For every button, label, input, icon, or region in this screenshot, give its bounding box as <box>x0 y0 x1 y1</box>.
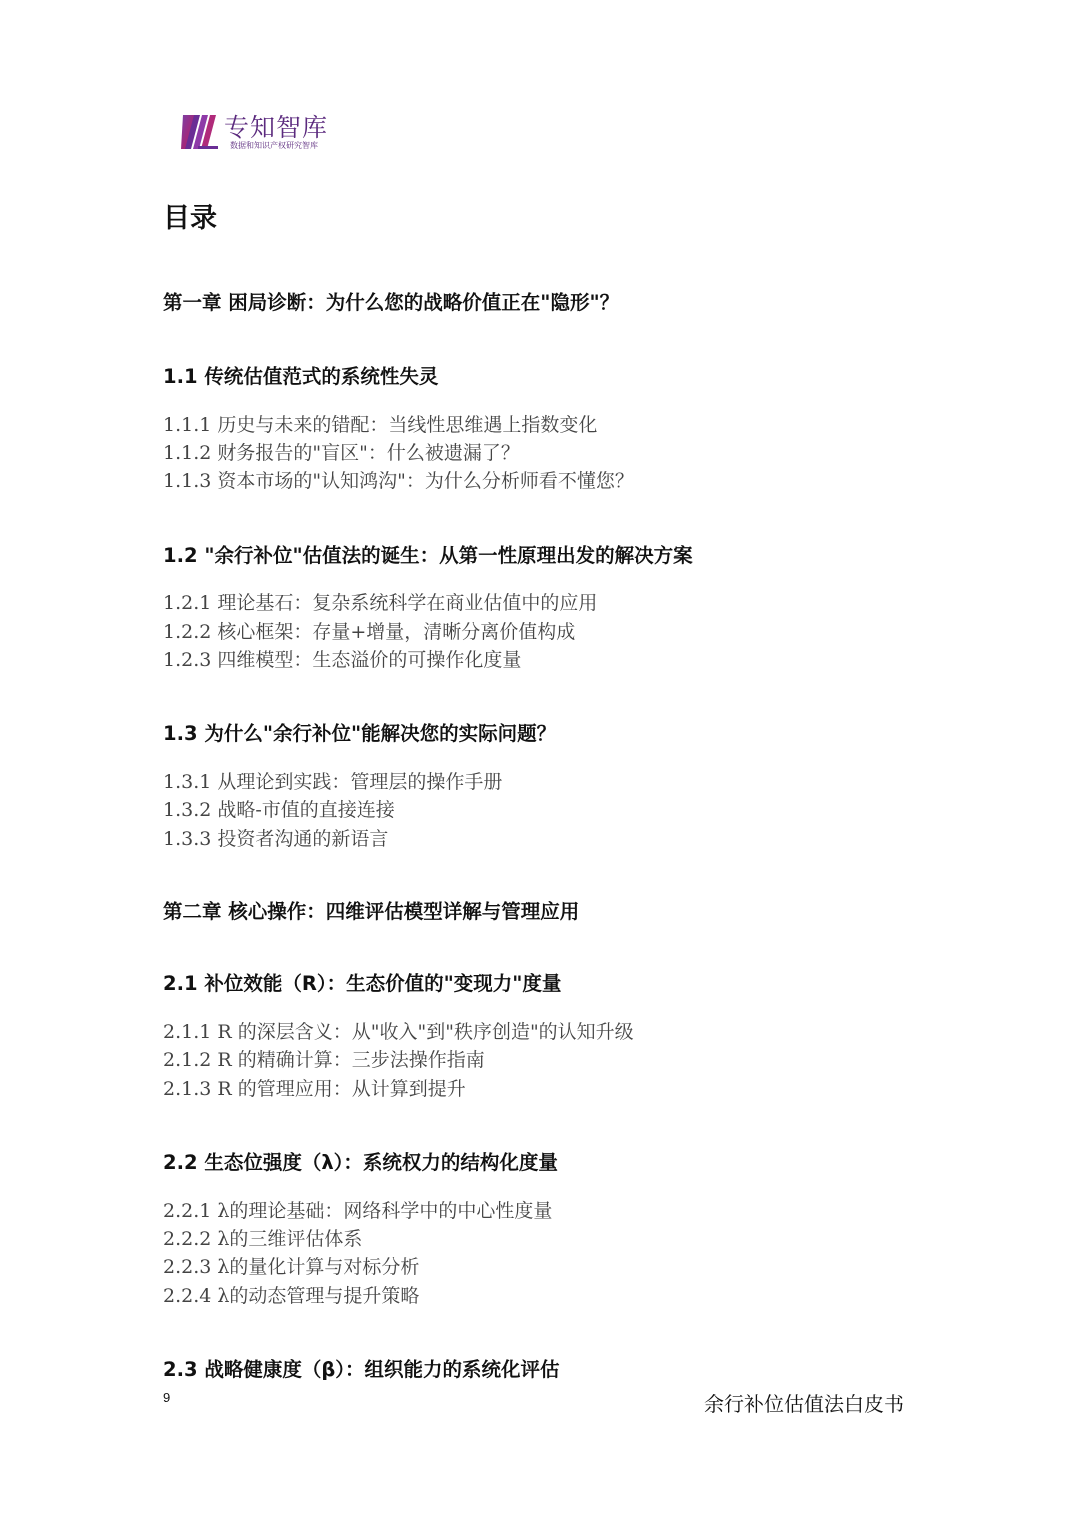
footer-doc-title: 余行补位估值法白皮书 <box>704 1392 904 1416</box>
toc-section-2-1[interactable]: 2.1 补位效能（R）：生态价值的"变现力"度量 <box>163 972 562 995</box>
logo <box>180 108 350 154</box>
toc-sub-1-1-2[interactable]: 1.1.2 财务报告的"盲区"：什么被遗漏了？ <box>163 442 520 464</box>
logo-name: 专知智库 <box>224 113 329 142</box>
toc-sub-2-1-3[interactable]: 2.1.3 R 的管理应用：从计算到提升 <box>163 1078 466 1100</box>
logo-tagline: 数据和知识产权研究智库 <box>230 141 318 150</box>
toc-section-1-2[interactable]: 1.2 "余行补位"估值法的诞生：从第一性原理出发的解决方案 <box>163 544 693 567</box>
toc-sub-1-1-1[interactable]: 1.1.1 历史与未来的错配：当线性思维遇上指数变化 <box>163 414 598 436</box>
toc-title: 目录 <box>163 203 217 234</box>
toc-sub-1-3-2[interactable]: 1.3.2 战略-市值的直接连接 <box>163 799 395 821</box>
toc-sub-1-1-3[interactable]: 1.1.3 资本市场的"认知鸿沟"：为什么分析师看不懂您？ <box>163 470 634 492</box>
toc-sub-1-2-3[interactable]: 1.2.3 四维模型：生态溢价的可操作化度量 <box>163 649 522 671</box>
toc-sub-2-2-1[interactable]: 2.2.1 λ的理论基础：网络科学中的中心性度量 <box>163 1200 553 1222</box>
toc-chapter-1[interactable]: 第一章 困局诊断：为什么您的战略价值正在"隐形"？ <box>163 291 620 314</box>
toc-sub-1-2-2[interactable]: 1.2.2 核心框架：存量+增量，清晰分离价值构成 <box>163 621 576 643</box>
toc-sub-2-1-2[interactable]: 2.1.2 R 的精确计算：三步法操作指南 <box>163 1049 485 1071</box>
toc-sub-1-2-1[interactable]: 1.2.1 理论基石：复杂系统科学在商业估值中的应用 <box>163 592 598 614</box>
toc-sub-2-2-4[interactable]: 2.2.4 λ的动态管理与提升策略 <box>163 1285 420 1307</box>
toc-sub-1-3-3[interactable]: 1.3.3 投资者沟通的新语言 <box>163 828 389 850</box>
toc-section-2-3[interactable]: 2.3 战略健康度（β）：组织能力的系统化评估 <box>163 1358 560 1381</box>
toc-section-2-2[interactable]: 2.2 生态位强度（λ）：系统权力的结构化度量 <box>163 1151 558 1174</box>
toc-sub-2-2-2[interactable]: 2.2.2 λ的三维评估体系 <box>163 1228 363 1250</box>
toc-sub-1-3-1[interactable]: 1.3.1 从理论到实践：管理层的操作手册 <box>163 771 503 793</box>
toc-sub-2-2-3[interactable]: 2.2.3 λ的量化计算与对标分析 <box>163 1256 420 1278</box>
toc-sub-2-1-1[interactable]: 2.1.1 R 的深层含义：从"收入"到"秩序创造"的认知升级 <box>163 1021 634 1043</box>
page-number: 9 <box>163 1390 171 1405</box>
toc-chapter-2[interactable]: 第二章 核心操作：四维评估模型详解与管理应用 <box>163 900 580 923</box>
toc-section-1-3[interactable]: 1.3 为什么"余行补位"能解决您的实际问题？ <box>163 722 557 745</box>
toc-section-1-1[interactable]: 1.1 传统估值范式的系统性失灵 <box>163 365 439 388</box>
logo-mark-icon <box>180 112 220 152</box>
